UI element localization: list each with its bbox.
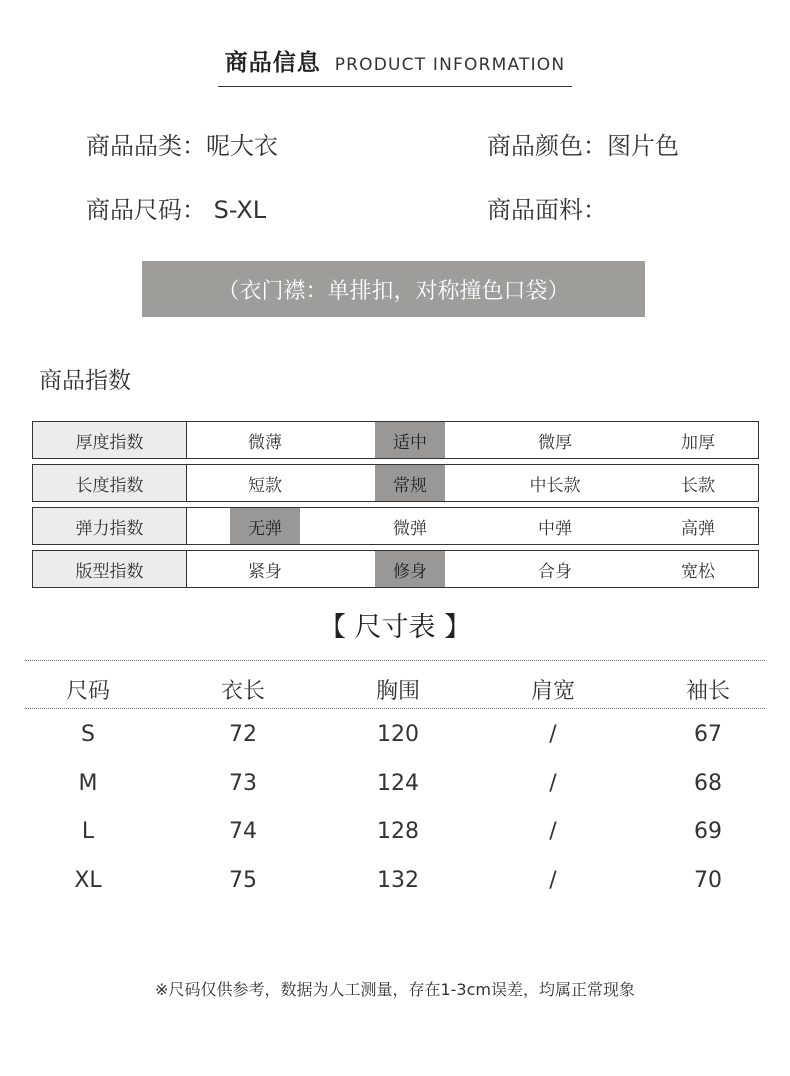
size-table-cell: XL bbox=[74, 868, 102, 893]
size-table-header-divider bbox=[25, 708, 765, 709]
index-option: 加厚 bbox=[681, 432, 715, 453]
info-size: 商品尺码： S-XL bbox=[86, 196, 267, 224]
size-table-header-cell: 胸围 bbox=[375, 679, 420, 704]
index-row bbox=[32, 464, 759, 502]
size-table-cell: 120 bbox=[377, 722, 419, 747]
index-option: 微弹 bbox=[393, 518, 427, 539]
info-fabric: 商品面料： bbox=[487, 196, 607, 224]
index-option: 高弹 bbox=[681, 518, 715, 539]
index-option-selected: 适中 bbox=[375, 422, 445, 458]
index-row bbox=[32, 421, 759, 459]
index-option: 中长款 bbox=[529, 475, 581, 496]
size-table-cell: / bbox=[549, 868, 557, 893]
index-option: 紧身 bbox=[248, 561, 282, 582]
index-option: 宽松 bbox=[681, 561, 715, 582]
size-table-cell: 124 bbox=[377, 771, 419, 796]
index-row-label: 厚度指数 bbox=[33, 422, 187, 458]
size-table-cell: / bbox=[549, 771, 557, 796]
index-option: 微厚 bbox=[538, 432, 572, 453]
size-table-cell: 68 bbox=[694, 771, 722, 796]
size-table-cell: 128 bbox=[377, 819, 419, 844]
size-table-cell: 74 bbox=[229, 819, 257, 844]
size-table-header-cell: 袖长 bbox=[685, 679, 730, 704]
header-title-en: PRODUCT INFORMATION bbox=[334, 55, 566, 75]
index-option: 中弹 bbox=[538, 518, 572, 539]
index-row-label: 长度指数 bbox=[33, 465, 187, 501]
size-table-cell: 75 bbox=[229, 868, 257, 893]
size-table-cell: 72 bbox=[229, 722, 257, 747]
index-row bbox=[32, 507, 759, 545]
size-table-cell: M bbox=[78, 771, 98, 796]
size-table-header-cell: 衣长 bbox=[220, 679, 265, 704]
header-title-cn: 商品信息 bbox=[224, 50, 321, 76]
size-table-cell: / bbox=[549, 819, 557, 844]
index-row bbox=[32, 550, 759, 588]
index-option: 长款 bbox=[681, 475, 715, 496]
section-header bbox=[0, 44, 790, 77]
index-option-selected: 无弹 bbox=[230, 508, 300, 544]
size-table-header-cell: 肩宽 bbox=[530, 679, 575, 704]
index-option: 短款 bbox=[248, 475, 282, 496]
index-option-selected: 修身 bbox=[375, 551, 445, 587]
index-option: 合身 bbox=[538, 561, 572, 582]
size-table-title: 【 尺寸表 】 bbox=[318, 612, 472, 643]
closure-banner: （衣门襟：单排扣，对称撞色口袋） bbox=[142, 261, 645, 317]
size-table-header-cell: 尺码 bbox=[65, 679, 110, 704]
size-table-cell: 70 bbox=[694, 868, 722, 893]
size-table-cell: 69 bbox=[694, 819, 722, 844]
index-section-title: 商品指数 bbox=[39, 368, 131, 394]
index-option-selected: 常规 bbox=[375, 465, 445, 501]
header-underline bbox=[218, 86, 572, 87]
measurement-note: ※尺码仅供参考，数据为人工测量，存在1-3cm误差，均属正常现象 bbox=[155, 980, 635, 999]
index-option: 微薄 bbox=[248, 432, 282, 453]
size-table-cell: 73 bbox=[229, 771, 257, 796]
info-color: 商品颜色：图片色 bbox=[487, 132, 679, 160]
size-table-cell: 67 bbox=[694, 722, 722, 747]
size-table-cell: S bbox=[81, 722, 95, 747]
size-table-top-divider bbox=[25, 660, 765, 661]
size-table-cell: L bbox=[81, 819, 95, 844]
index-row-label: 弹力指数 bbox=[33, 508, 187, 544]
size-table-cell: / bbox=[549, 722, 557, 747]
info-category: 商品品类：呢大衣 bbox=[86, 132, 278, 160]
index-row-label: 版型指数 bbox=[33, 551, 187, 587]
size-table-cell: 132 bbox=[377, 868, 419, 893]
